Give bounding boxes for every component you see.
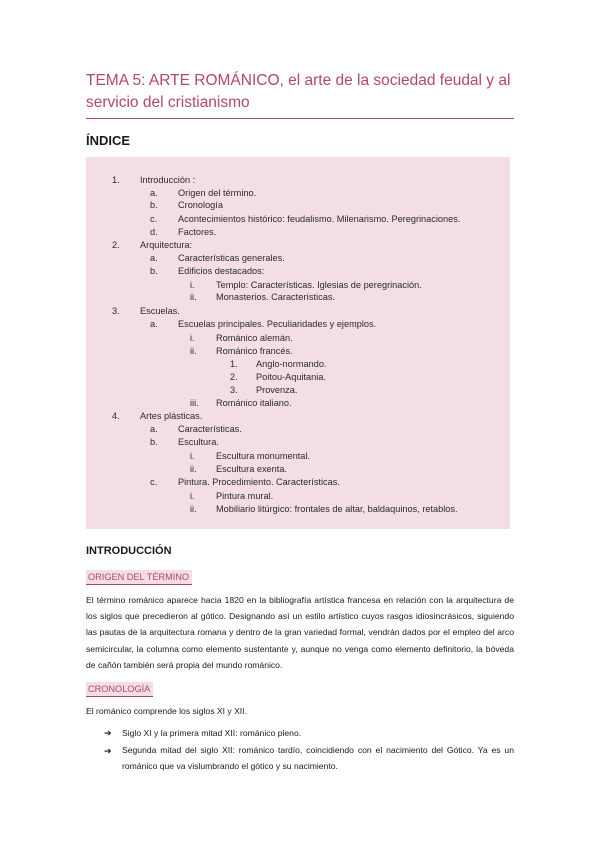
toc-marker: 2. (112, 240, 120, 250)
toc-item: Características. (178, 424, 242, 434)
chronology-bullet: Segunda mitad del siglo XII: románico tardío, coincidiendo con el nacimiento del Gótico. Ya es un románico que va vislumbrando el gótico y su nacimiento. (122, 745, 514, 772)
toc-marker: i. (190, 451, 195, 461)
toc-marker: ii. (190, 504, 197, 514)
toc-item: Origen del término. (178, 188, 257, 198)
toc-marker: 4. (112, 411, 120, 421)
toc-item: Arquitectura: (140, 240, 193, 250)
toc-marker: 1. (112, 175, 120, 185)
toc-item: Cronología (178, 200, 223, 210)
toc-item: Provenza. (256, 385, 298, 395)
intro-heading: INTRODUCCIÓN (86, 545, 172, 557)
toc-item: Anglo-normando. (256, 359, 327, 369)
toc-marker: i. (190, 280, 195, 290)
table-of-contents (86, 157, 510, 529)
toc-marker: a. (150, 319, 158, 329)
document-title: TEMA 5: ARTE ROMÁNICO, el arte de la sociedad feudal y al servicio del cristianismo (86, 72, 511, 111)
chronology-bullet: Siglo XI y la primera mitad XII: románico pleno. (122, 728, 302, 738)
toc-marker: iii. (190, 398, 199, 408)
toc-item: Edificios destacados: (178, 266, 265, 276)
toc-item: Románico francés. (216, 346, 293, 356)
title-underline (86, 118, 514, 119)
toc-item: Introducción : (140, 175, 196, 185)
toc-item: Escultura exenta. (216, 464, 287, 474)
arrow-icon: ➔ (104, 728, 112, 738)
toc-item: Acontecimientos histórico: feudalismo. Milenarismo. Peregrinaciones. (178, 214, 461, 224)
toc-item: Monasterios. Características. (216, 292, 335, 302)
toc-marker: 3. (112, 306, 120, 316)
toc-marker: a. (150, 253, 158, 263)
toc-marker: ii. (190, 346, 197, 356)
toc-item: Templo: Características. Iglesias de peregrinación. (216, 280, 422, 290)
toc-item: Escuelas principales. Peculiaridades y ejemplos. (178, 319, 377, 329)
toc-item: Escultura. (178, 437, 219, 447)
toc-marker: b. (150, 200, 158, 210)
toc-item: Mobiliario litúrgico: frontales de altar, baldaquinos, retablos. (216, 504, 458, 514)
toc-marker: i. (190, 333, 195, 343)
origin-paragraph: El término románico aparece hacia 1820 en la bibliografía artística francesa en relación con la arquitectura de los siglos que precedieron al gótico. Designando así un estilo artístico cuyos rasgos idiosincrásicos, siguiendo las pautas de la arquitectura romana y dentro de la gran variedad formal, vendrán dados por el empleo del arco semicircular, la columna como elemento sustentante y, aunque no venga como elemento definitorio, la bóveda de cañón también será propia del mundo románico. (86, 595, 514, 670)
toc-marker: a. (150, 424, 158, 434)
toc-marker: i. (190, 491, 195, 501)
toc-item: Escultura monumental. (216, 451, 310, 461)
toc-marker: a. (150, 188, 158, 198)
toc-item: Románico alemán. (216, 333, 293, 343)
chronology-subheading: CRONOLOGÍA (86, 682, 153, 697)
toc-marker: d. (150, 227, 158, 237)
toc-item: Poitou-Aquitania. (256, 372, 326, 382)
toc-marker: b. (150, 437, 158, 447)
toc-item: Factores. (178, 227, 217, 237)
toc-marker: 2. (230, 372, 238, 382)
toc-item: Románico italiano. (216, 398, 292, 408)
toc-item: Escuelas. (140, 306, 180, 316)
toc-marker: ii. (190, 464, 197, 474)
toc-item: Características generales. (178, 253, 285, 263)
toc-item: Artes plásticas. (140, 411, 203, 421)
index-heading: ÍNDICE (86, 133, 131, 148)
toc-item: Pintura. Procedimiento. Características. (178, 477, 340, 487)
toc-marker: c. (150, 214, 158, 224)
chronology-intro: El románico comprende los siglos XI y XII. (86, 706, 247, 716)
toc-marker: b. (150, 266, 158, 276)
toc-marker: c. (150, 477, 158, 487)
toc-marker: ii. (190, 292, 197, 302)
origin-subheading: ORIGEN DEL TÉRMINO (86, 570, 192, 585)
toc-marker: 3. (230, 385, 238, 395)
arrow-icon: ➔ (104, 746, 112, 756)
toc-marker: 1. (230, 359, 238, 369)
toc-item: Pintura mural. (216, 491, 274, 501)
